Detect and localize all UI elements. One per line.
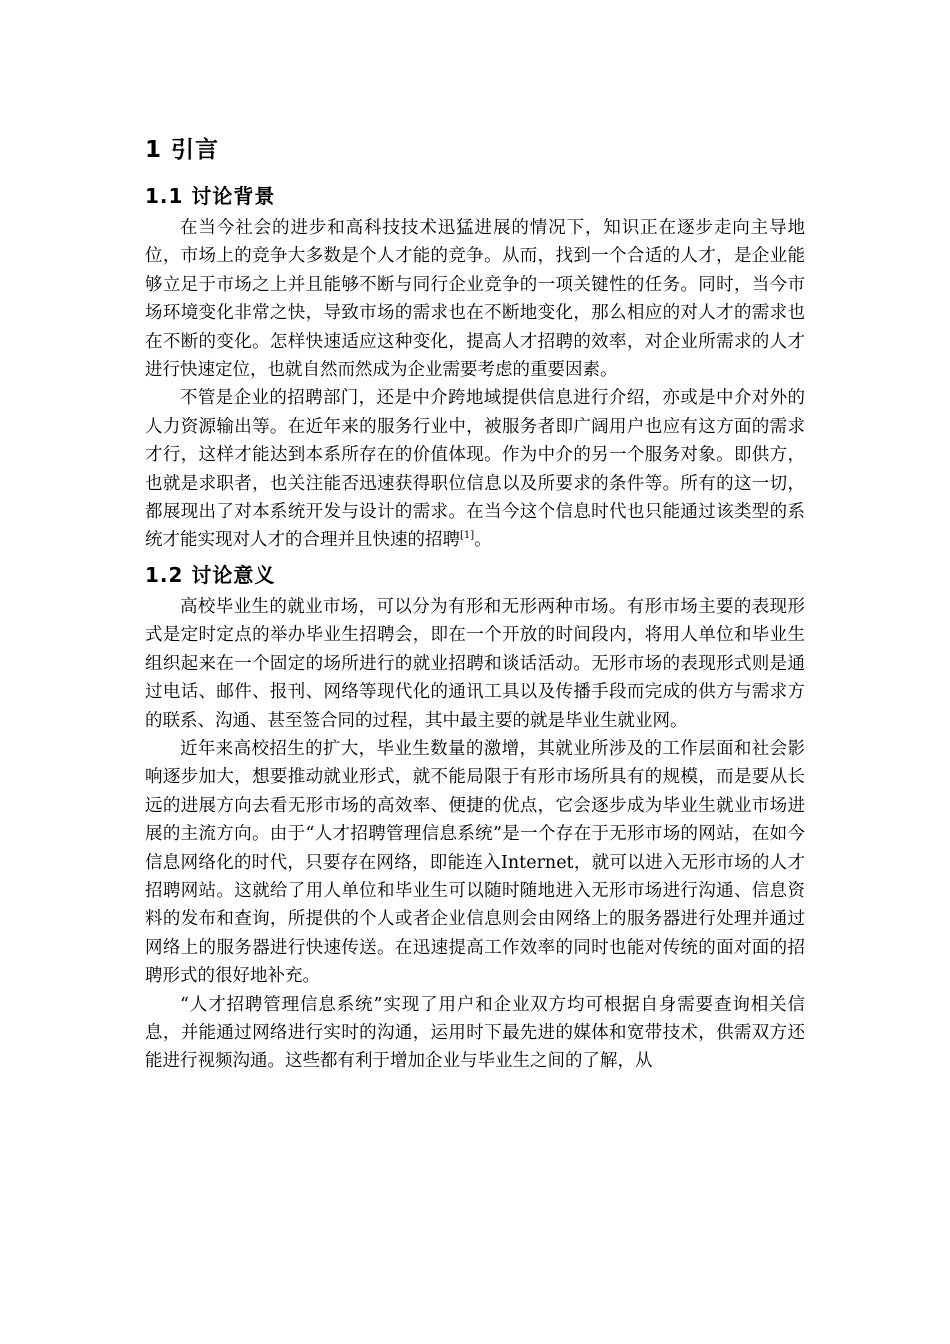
- paragraph: [145, 384, 805, 554]
- section-background: [145, 178, 805, 555]
- citation-marker: [1]: [460, 530, 475, 542]
- section-title: 讨论背景: [191, 184, 276, 208]
- section-heading: [145, 557, 805, 593]
- paragraph: 高校毕业生的就业市场，可以分为有形和无形两种市场。有形市场主要的表现形式是定时定点的举办毕业生招聘会，即在一个开放的时间段内，将用人单位和毕业生组织起来在一个固定的场所进行的就业招聘和谈话活动。无形市场的表现形式则是通过电话、邮件、报刊、网络等现代化的通讯工具以及传播手段而完成的供方与需求方的联系、沟通、甚至签合同的过程，其中最主要的就是毕业生就业网。: [145, 596, 805, 731]
- section-heading: [145, 178, 805, 214]
- chapter-number: 1: [145, 137, 163, 163]
- paragraph: 近年来高校招生的扩大，毕业生数量的激增，其就业所涉及的工作层面和社会影响逐步加大，想要推动就业形式，就不能局限于有形市场所具有的规模，而是要从长远的进展方向去看无形市场的高效率、便捷的优点，它会逐步成为毕业生就业市场进展的主流方向。由于“人才招聘管理信息系统”是一个存在于无形市场的网站，在如今信息网络化的时代，只要存在网络，即能连入Internet，就可以进入无形市场的人才招聘网站。这就给了用人单位和毕业生可以随时随地进入无形市场进行沟通、信息资料的发布和查询，所提供的个人或者企业信息则会由网络上的服务器进行处理并通过网络上的服务器进行快速传送。在迅速提高工作效率的同时也能对传统的面对面的招聘形式的很好地补充。: [145, 738, 805, 987]
- chapter-heading: [145, 130, 805, 170]
- paragraph: 在当今社会的进步和高科技技术迅猛进展的情况下，知识正在逐步走向主导地位，市场上的竞争大多数是个人才能的竞争。从而，找到一个合适的人才，是企业能够立足于市场之上并且能够不断与同行企业竞争的一项关键性的任务。同时，当今市场环境变化非常之快，导致市场的需求也在不断地变化，那么相应的对人才的需求也在不断的变化。怎样快速适应这种变化，提高人才招聘的效率，对企业所需求的人才进行快速定位，也就自然而然成为企业需要考虑的重要因素。: [145, 218, 805, 381]
- paragraph: “人才招聘管理信息系统”实现了用户和企业双方均可根据自身需要查询相关信息，并能通过网络进行实时的沟通，运用时下最先进的媒体和宽带技术，供需双方还能进行视频沟通。这些都有利于增加企业与毕业生之间的了解，从: [145, 994, 805, 1072]
- chapter-title: 引言: [171, 137, 220, 163]
- section-number: 1.1: [145, 184, 184, 208]
- document-page: [145, 130, 805, 1076]
- paragraph-text: 不管是企业的招聘部门，还是中介跨地域提供信息进行介绍，亦或是中介对外的人力资源输出等。在近年来的服务行业中，被服务者即广阔用户也应有这方面的需求才行，这样才能达到本系所存在的价值体现。作为中介的另一个服务对象。即供方，也就是求职者，也关注能否迅速获得职位信息以及所要求的条件等。所有的这一切，都展现出了对本系统开发与设计的需求。在当今这个信息时代也只能通过该类型的系统才能实现对人才的合理并且快速的招聘: [145, 388, 805, 551]
- section-number: 1.2: [145, 562, 184, 587]
- section-title: 讨论意义: [191, 562, 276, 587]
- section-significance: [145, 557, 805, 1076]
- paragraph-end: 。: [474, 530, 492, 551]
